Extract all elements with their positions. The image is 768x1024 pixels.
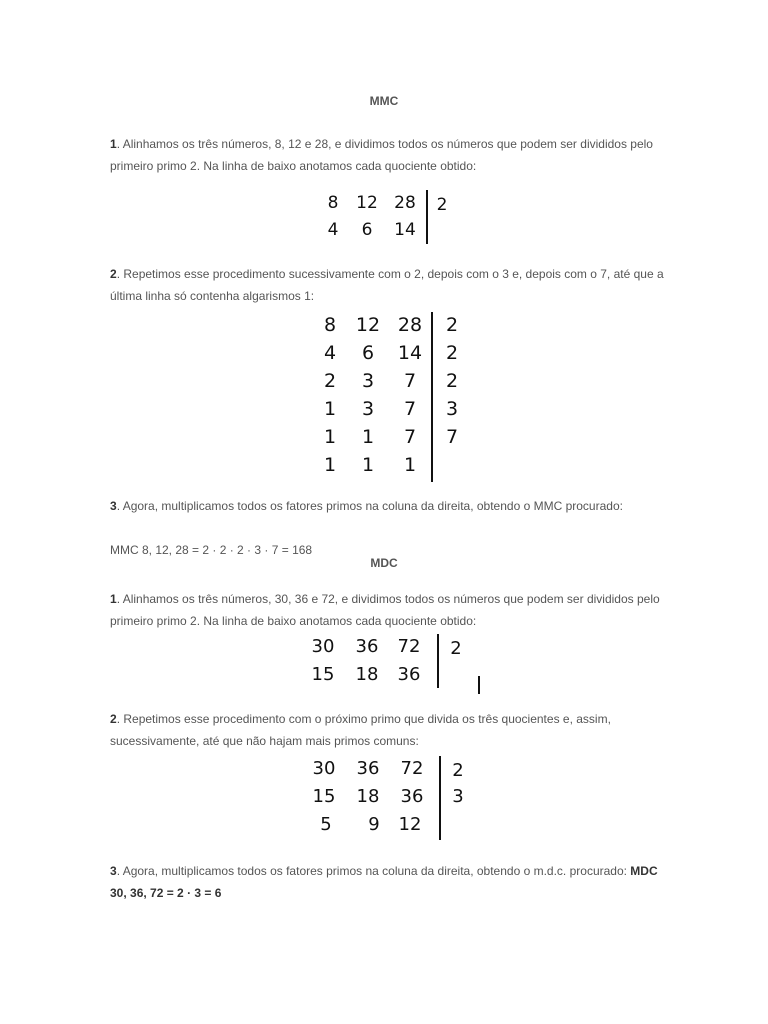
mmc-division-table-1 — [318, 190, 458, 246]
mmc-step1-number: 1 — [110, 137, 117, 151]
table-cell: 15 — [311, 664, 335, 685]
mmc-step3 — [110, 495, 670, 517]
table-cell: 1 — [361, 426, 375, 448]
table-cell: 8 — [327, 193, 339, 213]
mmc-step3-text: . Agora, multiplicamos todos os fatores primos na coluna da direita, obtendo o MMC procurado: — [116, 499, 623, 513]
table-cell: 1 — [323, 426, 337, 448]
mmc-step2-number: 2 — [110, 267, 117, 281]
mmc-step3-number: 3 — [110, 499, 117, 513]
table-cell: 12 — [355, 314, 381, 336]
table-cell: 6 — [361, 342, 375, 364]
table-cell: 1 — [323, 398, 337, 420]
mmc-step2-text: . Repetimos esse procedimento sucessivamente com o 2, depois com o 3 e, depois com o 7, até que a última linha só contenha algarismos 1: — [110, 267, 664, 303]
mdc-step3 — [110, 860, 670, 904]
table-cell: 15 — [312, 786, 336, 807]
mmc-division-table-2 — [312, 312, 472, 484]
divisor-cell: 2 — [445, 342, 459, 364]
mdc-division-table-2 — [306, 754, 486, 842]
mdc-result: MDC 30, 36, 72 = 2 · 3 = 6 — [110, 864, 658, 900]
table-cell: 3 — [361, 398, 375, 420]
table-cell: 8 — [323, 314, 337, 336]
table-cell: 30 — [312, 758, 336, 779]
mdc-division-table-1 — [306, 632, 496, 696]
mdc-title: MDC — [370, 556, 398, 570]
divisor-cell: 2 — [452, 760, 464, 781]
mmc-title: MMC — [369, 94, 399, 108]
table-cell: 30 — [311, 636, 335, 657]
mdc-step3-text: . Agora, multiplicamos todos os fatores primos na coluna da direita, obtendo o m.d.c. procurado: — [116, 864, 631, 878]
table-cell: 7 — [403, 426, 417, 448]
table-cell: 2 — [323, 370, 337, 392]
mdc-step1-text: . Alinhamos os três números, 30, 36 e 72, e dividimos todos os números que podem ser divididos pelo primeiro primo 2. Na linha de baixo anotamos cada quociente obtido: — [110, 592, 660, 628]
divisor-cell: 2 — [445, 370, 459, 392]
table-cell: 9 — [368, 814, 380, 835]
mmc-result: MMC 8, 12, 28 = 2 · 2 · 2 · 3 · 7 = 168 — [110, 543, 313, 557]
division-bar — [426, 190, 428, 244]
mdc-step2 — [110, 708, 670, 752]
table-cell: 14 — [394, 220, 416, 240]
table-cell: 1 — [323, 454, 337, 476]
divisor-cell: 2 — [436, 195, 448, 215]
table-cell: 7 — [403, 398, 417, 420]
table-cell: 1 — [361, 454, 375, 476]
table-cell: 36 — [397, 664, 421, 685]
table-cell: 4 — [323, 342, 337, 364]
mdc-step1 — [110, 588, 670, 632]
mdc-step2-number: 2 — [110, 712, 117, 726]
mmc-step1 — [110, 133, 670, 177]
table-cell: 1 — [403, 454, 417, 476]
mdc-step3-number: 3 — [110, 864, 117, 878]
mmc-step2 — [110, 263, 670, 307]
table-cell: 3 — [361, 370, 375, 392]
division-bar-fragment — [478, 676, 480, 694]
mmc-step1-text: . Alinhamos os três números, 8, 12 e 28, e dividimos todos os números que podem ser divididos pelo primeiro primo 2. Na linha de baixo anotamos cada quociente obtido: — [110, 137, 653, 173]
division-bar — [439, 756, 441, 840]
table-cell: 28 — [394, 193, 416, 213]
mdc-step1-number: 1 — [110, 592, 117, 606]
divisor-cell: 7 — [445, 426, 459, 448]
table-cell: 12 — [356, 193, 378, 213]
mdc-step2-text: . Repetimos esse procedimento com o próximo primo que divida os três quocientes e, assim, sucessivamente, até que não hajam mais primos comuns: — [110, 712, 611, 748]
table-cell: 36 — [356, 758, 380, 779]
table-cell: 18 — [356, 786, 380, 807]
table-cell: 28 — [397, 314, 423, 336]
table-cell: 4 — [327, 220, 339, 240]
divisor-cell: 3 — [452, 786, 464, 807]
table-cell: 36 — [355, 636, 379, 657]
table-cell: 18 — [355, 664, 379, 685]
table-cell: 6 — [361, 220, 373, 240]
divisor-cell: 3 — [445, 398, 459, 420]
table-cell: 5 — [320, 814, 332, 835]
divisor-cell: 2 — [450, 638, 462, 659]
table-cell: 72 — [400, 758, 424, 779]
division-bar — [431, 312, 433, 482]
table-cell: 72 — [397, 636, 421, 657]
table-cell: 7 — [403, 370, 417, 392]
division-bar — [437, 634, 439, 688]
table-cell: 14 — [397, 342, 423, 364]
divisor-cell: 2 — [445, 314, 459, 336]
table-cell: 12 — [398, 814, 422, 835]
table-cell: 36 — [400, 786, 424, 807]
